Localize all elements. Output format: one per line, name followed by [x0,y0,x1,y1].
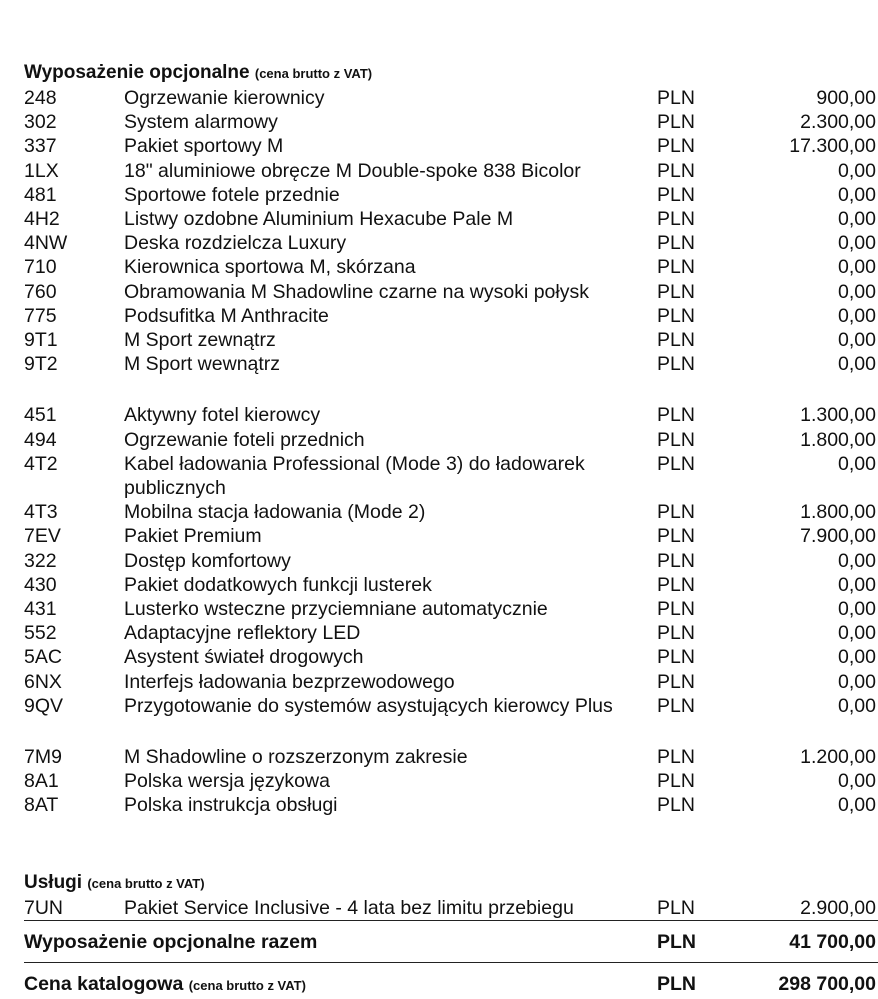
item-code: 7M9 [24,746,62,768]
item-code: 775 [24,304,57,327]
optional-heading-text: Wyposażenie opcjonalne [24,62,250,83]
item-currency: PLN [657,87,695,109]
item-currency: PLN [657,280,695,303]
divider-line [24,920,878,921]
item-amount: 17.300,00 [789,135,876,158]
item-currency: PLN [657,670,695,693]
item-currency: PLN [657,770,695,793]
item-code: 430 [24,573,57,596]
item-currency: PLN [657,208,695,230]
item-code: 710 [24,256,57,279]
item-description: Lusterko wsteczne przyciemniane automatycznie [124,598,548,620]
item-amount: 0,00 [838,452,876,475]
item-code: 552 [24,622,57,645]
item-code: 8AT [24,794,59,817]
item-description: Pakiet Service Inclusive - 4 lata bez limitu przebiegu [124,897,574,919]
item-description: M Sport wewnątrz [124,353,281,376]
item-code: 4T2 [24,452,58,475]
item-currency: PLN [657,622,695,645]
item-currency: PLN [657,353,695,376]
item-currency: PLN [657,135,695,158]
item-amount: 0,00 [838,159,876,182]
item-currency: PLN [657,256,695,279]
item-code: 1LX [24,159,59,182]
item-amount: 0,00 [838,280,876,303]
item-description: Pakiet dodatkowych funkcji lusterek [124,573,432,596]
optional-total-amount: 41 700,00 [789,931,876,953]
item-description: Przygotowanie do systemów asystujących kierowcy Plus [124,694,613,717]
item-description: Interfejs ładowania bezprzewodowego [124,670,455,693]
item-currency: PLN [657,694,695,717]
item-code: 7EV [24,525,61,548]
item-code: 6NX [24,670,62,693]
item-code: 494 [24,428,57,451]
item-currency: PLN [657,183,695,206]
item-description: Ogrzewanie kierownicy [124,87,325,109]
item-amount: 7.900,00 [800,525,876,548]
item-amount: 0,00 [838,353,876,376]
item-description: Listwy ozdobne Aluminium Hexacube Pale M [124,208,514,230]
item-amount: 0,00 [838,622,876,645]
item-description: Polska wersja językowa [124,770,330,793]
divider-line [24,962,878,963]
item-code: 451 [24,404,57,427]
catalog-price-label-text: Cena katalogowa [24,973,184,995]
item-description: Podsufitka M Anthracite [124,304,329,327]
item-code: 322 [24,549,57,572]
item-code: 9T2 [24,353,58,376]
item-amount: 0,00 [838,770,876,793]
optional-total-currency: PLN [657,931,696,953]
catalog-price-amount: 298 700,00 [778,973,876,995]
item-currency: PLN [657,897,695,919]
item-code: 337 [24,135,57,158]
item-description: Obramowania M Shadowline czarne na wysoki połysk [124,280,589,303]
item-amount: 0,00 [838,256,876,279]
item-amount: 0,00 [838,549,876,572]
item-description: Pakiet sportowy M [124,135,284,158]
catalog-price-note: (cena brutto z VAT) [188,978,306,993]
item-description: Kierownica sportowa M, skórzana [124,256,416,279]
item-description: M Sport zewnątrz [124,329,276,351]
item-amount: 2.900,00 [800,897,876,919]
item-amount: 0,00 [838,232,876,255]
item-amount: 0,00 [838,329,876,351]
services-heading [24,872,205,894]
item-amount: 0,00 [838,598,876,620]
services-heading-text: Usługi [24,872,83,893]
item-code: 5AC [24,646,62,669]
item-currency: PLN [657,304,695,327]
item-description: 18" aluminiowe obręcze M Double-spoke 838 Bicolor [124,159,581,182]
item-code: 7UN [24,897,64,919]
item-code: 481 [24,183,57,206]
item-code: 9T1 [24,329,58,351]
item-currency: PLN [657,794,695,817]
item-currency: PLN [657,525,695,548]
item-description: Aktywny fotel kierowcy [124,404,321,427]
item-description: Dostęp komfortowy [124,549,291,572]
item-description: Deska rozdzielcza Luxury [124,232,347,255]
item-code: 4H2 [24,208,60,230]
item-code: 4NW [24,232,68,255]
item-description: Sportowe fotele przednie [124,183,340,206]
optional-equipment-heading [24,62,372,84]
item-description: Polska instrukcja obsługi [124,794,338,817]
item-code: 8A1 [24,770,59,793]
item-currency: PLN [657,159,695,182]
item-amount: 0,00 [838,794,876,817]
item-currency: PLN [657,404,695,427]
item-code: 431 [24,598,57,620]
item-description: Kabel ładowania Professional (Mode 3) do ładowarek publicznych [124,452,585,499]
optional-total-label: Wyposażenie opcjonalne razem [24,931,318,953]
item-amount: 1.200,00 [800,746,876,768]
item-description: Ogrzewanie foteli przednich [124,428,365,451]
item-amount: 0,00 [838,694,876,717]
item-amount: 0,00 [838,670,876,693]
item-description: Adaptacyjne reflektory LED [124,622,361,645]
item-currency: PLN [657,501,695,524]
item-currency: PLN [657,598,695,620]
item-currency: PLN [657,573,695,596]
item-amount: 0,00 [838,183,876,206]
item-amount: 900,00 [816,87,876,109]
item-currency: PLN [657,111,695,134]
item-code: 302 [24,111,57,134]
item-currency: PLN [657,746,695,768]
item-amount: 0,00 [838,646,876,669]
item-code: 760 [24,280,57,303]
item-description: System alarmowy [124,111,278,134]
item-currency: PLN [657,232,695,255]
item-currency: PLN [657,329,695,351]
item-amount: 2.300,00 [800,111,876,134]
item-code: 4T3 [24,501,58,524]
item-description: M Shadowline o rozszerzonym zakresie [124,746,468,768]
item-code: 248 [24,87,57,109]
item-amount: 1.800,00 [800,501,876,524]
services-heading-note: (cena brutto z VAT) [87,876,205,891]
item-amount: 1.300,00 [800,404,876,427]
item-amount: 0,00 [838,208,876,230]
item-code: 9QV [24,694,64,717]
item-description: Pakiet Premium [124,525,262,548]
item-amount: 1.800,00 [800,428,876,451]
item-description: Asystent świateł drogowych [124,646,364,669]
item-description: Mobilna stacja ładowania (Mode 2) [124,501,426,524]
item-amount: 0,00 [838,573,876,596]
optional-heading-note: (cena brutto z VAT) [254,66,373,81]
item-currency: PLN [657,452,695,475]
item-amount: 0,00 [838,304,876,327]
item-currency: PLN [657,646,695,669]
item-currency: PLN [657,549,695,572]
item-currency: PLN [657,428,695,451]
catalog-price-currency: PLN [657,973,696,995]
catalog-price-label [24,971,306,999]
